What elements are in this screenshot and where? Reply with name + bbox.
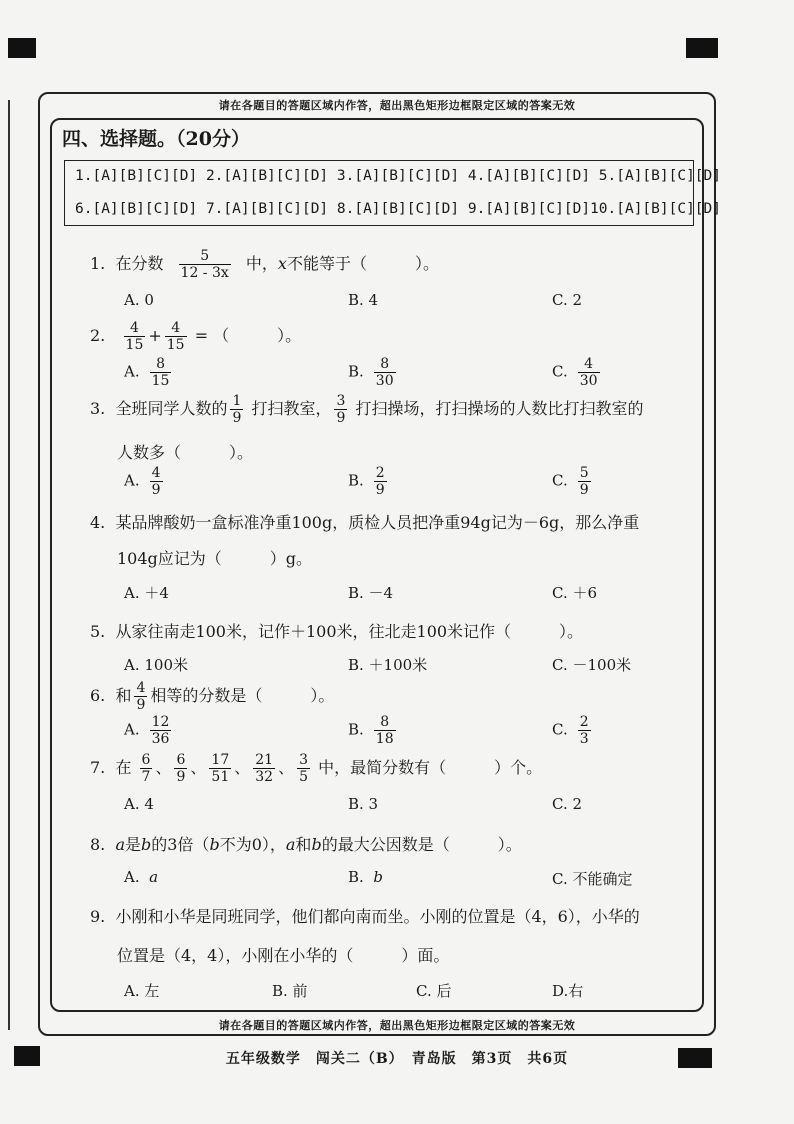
fraction: $\frac{6}{9}$	[176, 752, 186, 785]
q9-option-b[interactable]: B. 前	[272, 982, 308, 1000]
question-3-line-2: 人数多（ ）。	[117, 443, 254, 462]
section-title: 四、选择题。（20分）	[62, 128, 250, 150]
q5-option-b[interactable]: B. ＋100米	[348, 656, 428, 674]
question-7: 7. 在 $\frac{6}{7}$ 、 $\frac{6}{9}$ 、 $\frac{17}{51}$ 、 $\frac{21}{32}$ 、 $\frac{3}{5}$ 中，最简分数有（ ）个。	[90, 752, 543, 785]
answer-grid	[64, 160, 722, 226]
q1-option-a[interactable]: A. 0	[124, 291, 154, 309]
corner-mark-top-right	[686, 38, 718, 58]
fraction: $\frac{17}{51}$	[211, 752, 230, 785]
q4-option-c[interactable]: C. ＋6	[552, 584, 598, 602]
q8-option-b[interactable]: B. b	[348, 868, 383, 886]
q6-option-c[interactable]: C. $\frac{2}{3}$	[552, 714, 589, 747]
q8-option-c[interactable]: C. 不能确定	[552, 870, 633, 888]
q8-option-a[interactable]: A. a	[124, 868, 159, 886]
q5-option-a[interactable]: A. 100米	[124, 656, 188, 674]
fraction: $\frac{4}{15}$	[125, 320, 144, 353]
question-9-line-2: 位置是（4，4），小刚在小华的（ ）面。	[117, 946, 450, 965]
q3-option-c[interactable]: C. $\frac{5}{9}$	[552, 465, 589, 498]
q4-option-b[interactable]: B. －4	[348, 584, 394, 602]
q7-option-c[interactable]: C. 2	[552, 795, 583, 813]
question-8: 8. a是b的3倍（b不为0），a和b的最大公因数是（ ）。	[90, 835, 522, 854]
q4-option-a[interactable]: A. ＋4	[124, 584, 169, 602]
q2-option-b[interactable]: B. $\frac{8}{30}$	[348, 356, 394, 389]
footer-notice: 请在各题目的答题区域内作答，超出黑色矩形边框限定区域的答案无效	[218, 1019, 576, 1032]
corner-mark-top-left	[8, 38, 36, 58]
fraction: $\frac{3}{9}$	[336, 393, 346, 426]
fraction: $\frac{5}{12 - 3x}$	[180, 248, 229, 281]
fraction: $\frac{6}{7}$	[141, 752, 151, 785]
q3-option-b[interactable]: B. $\frac{2}{9}$	[348, 465, 385, 498]
q7-option-a[interactable]: A. 4	[124, 795, 154, 813]
binding-line	[8, 100, 10, 1030]
question-3: 3. 全班同学人数的 $\frac{1}{9}$ 打扫教室， $\frac{3}{9}$ 打扫操场，打扫操场的人数比打扫教室的	[90, 393, 644, 426]
fraction: $\frac{4}{9}$	[136, 680, 146, 713]
page-footer: 五年级数学 闯关二（B） 青岛版 第3页 共6页	[225, 1051, 569, 1067]
question-1: 1. 在分数 $\frac{5}{12 - 3x}$ 中，x不能等于（ ）。	[90, 248, 439, 281]
fraction: $\frac{1}{9}$	[232, 393, 242, 426]
header-notice: 请在各题目的答题区域内作答，超出黑色矩形边框限定区域的答案无效	[218, 99, 576, 112]
question-4-line-2: 104g应记为（ ）g。	[117, 549, 313, 568]
q9-option-d[interactable]: D.右	[552, 982, 584, 1000]
q7-option-b[interactable]: B. 3	[348, 795, 379, 813]
question-2: 2. $\frac{4}{15}$ + $\frac{4}{15}$ = （ ）。	[90, 320, 302, 353]
q9-option-a[interactable]: A. 左	[124, 982, 160, 1000]
q6-option-b[interactable]: B. $\frac{8}{18}$	[348, 714, 394, 747]
question-6: 6. 和 $\frac{4}{9}$ 相等的分数是（ ）。	[90, 680, 335, 713]
q6-option-a[interactable]: A. $\frac{12}{36}$	[124, 714, 170, 747]
q2-option-a[interactable]: A. $\frac{8}{15}$	[124, 356, 170, 389]
fraction: $\frac{21}{32}$	[255, 752, 274, 785]
fraction: $\frac{3}{5}$	[299, 752, 309, 785]
q1-option-c[interactable]: C. 2	[552, 291, 583, 309]
q5-option-c[interactable]: C. －100米	[552, 656, 632, 674]
question-5: 5. 从家往南走100米，记作＋100米，往北走100米记作（ ）。	[90, 622, 584, 641]
q1-option-b[interactable]: B. 4	[348, 291, 379, 309]
question-9: 9. 小刚和小华是同班同学，他们都向南而坐。小刚的位置是（4，6），小华的	[90, 907, 640, 926]
question-4: 4. 某品牌酸奶一盒标准净重100g，质检人员把净重94g记为－6g，那么净重	[90, 513, 640, 532]
answer-grid-row-2[interactable]: 6.[A][B][C][D] 7.[A][B][C][D] 8.[A][B][C][D] 9.[A][B][C][D]10.[A][B][C][D]	[75, 201, 722, 217]
q2-option-c[interactable]: C. $\frac{4}{30}$	[552, 356, 598, 389]
fraction: $\frac{4}{15}$	[166, 320, 185, 353]
q9-option-c[interactable]: C. 后	[416, 982, 452, 1000]
answer-grid-row-1[interactable]: 1.[A][B][C][D] 2.[A][B][C][D] 3.[A][B][C][D] 4.[A][B][C][D] 5.[A][B][C][D]	[75, 168, 722, 184]
q3-option-a[interactable]: A. $\frac{4}{9}$	[124, 465, 161, 498]
